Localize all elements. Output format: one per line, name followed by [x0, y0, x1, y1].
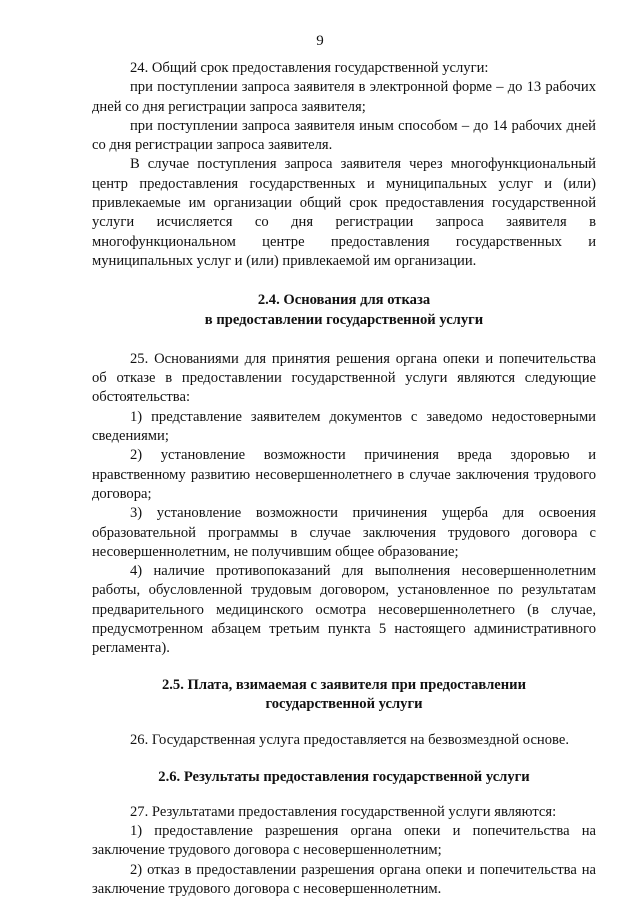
paragraph: при поступлении запроса заявителя в электронной форме – до 13 рабочих дней со дня регистрации запроса заявителя;	[92, 79, 596, 115]
section-heading-2-4	[92, 291, 596, 330]
section-24	[92, 59, 596, 271]
heading-line: 2.4. Основания для отказа	[257, 292, 431, 309]
paragraph: 24. Общий срок предоставления государственной услуги:	[130, 60, 489, 76]
paragraph: 25. Основаниями для принятия решения органа опеки и попечительства об отказе в предоставлении государственной услуги являются следующие обстоятельства:	[92, 350, 596, 406]
section-26	[92, 731, 596, 750]
page-number: 9	[316, 33, 324, 49]
document-body	[92, 59, 596, 899]
list-item: 2) установление возможности причинения вреда здоровью и нравственному развитию несовершеннолетнего в случае заключения трудового договора;	[92, 447, 596, 502]
list-item: 3) установление возможности причинения ущерба для освоения образовательной программы в случае заключения трудового договора с несовершеннолетним, не получившим общее образование;	[92, 505, 596, 560]
list-item: 4) наличие противопоказаний для выполнения несовершеннолетним работы, обусловленной трудовым договором, установленное по результатам предварительного медицинского осмотра несовершеннолетнего (в случае, предусмотренном абзацем третьим пункта 5 настоящего административного регламента).	[92, 563, 596, 657]
paragraph: при поступлении запроса заявителя иным способом – до 14 рабочих дней со дня регистрации запроса заявителя.	[92, 117, 596, 154]
section-heading-2-6	[92, 768, 596, 787]
heading-line: 2.5. Плата, взимаемая с заявителя при предоставлении	[161, 676, 526, 693]
section-heading-2-5	[92, 676, 596, 715]
section-25	[92, 350, 596, 659]
list-item: 1) предоставление разрешения органа опеки и попечительства на заключение трудового договора с несовершеннолетним;	[92, 823, 596, 859]
heading-line: 2.6. Результаты предоставления государственной услуги	[158, 768, 530, 785]
paragraph: В случае поступления запроса заявителя через многофункциональный центр предоставления государственных и муниципальных услуг и (или) привлекаемые им организации общий срок предоставления государственной услуги исчисляется со дня регистрации запроса заявителя в многофункциональном центре предоставления государственных и муниципальных услуг и (или) привлекаемой им организации.	[92, 156, 596, 269]
paragraph: 27. Результатами предоставления государственной услуги являются:	[130, 803, 557, 820]
heading-line: в предоставлении государственной услуги	[204, 311, 484, 328]
list-item: 1) представление заявителем документов с заведомо недостоверными сведениями;	[92, 408, 596, 445]
section-27	[92, 803, 596, 899]
list-item: 2) отказ в предоставлении разрешения органа опеки и попечительства на заключение трудового договора с несовершеннолетним.	[92, 861, 596, 897]
heading-line: государственной услуги	[265, 695, 423, 712]
paragraph: 26. Государственная услуга предоставляется на безвозмездной основе.	[130, 732, 569, 749]
